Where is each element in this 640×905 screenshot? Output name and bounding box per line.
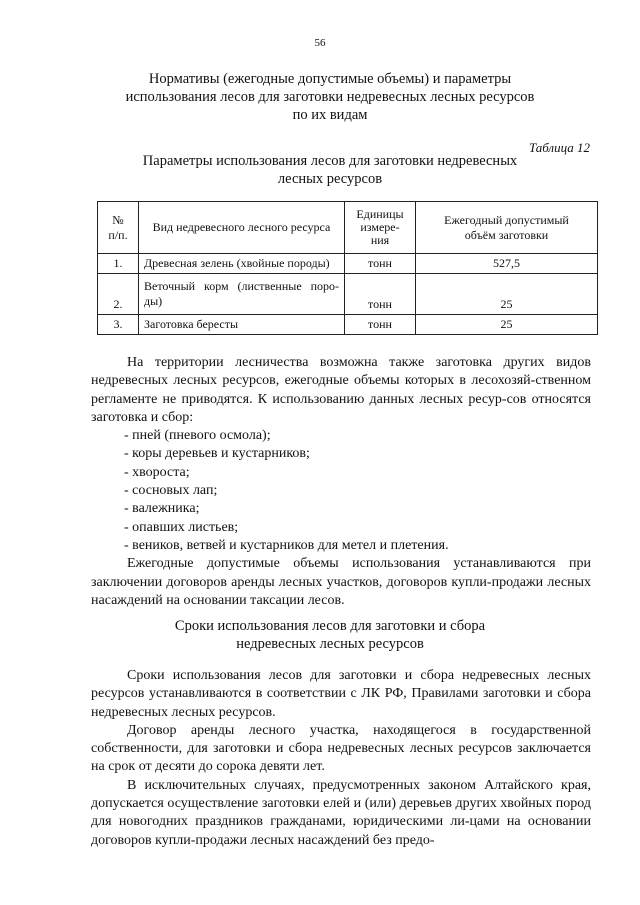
header-volume — [416, 202, 598, 254]
body-block-2 — [91, 667, 591, 850]
list-item: - коры деревьев и кустарников; — [124, 446, 310, 462]
header-type: Вид недревесного лесного ресурса — [139, 202, 345, 254]
list-item: - валежника; — [124, 501, 200, 517]
table-row — [98, 274, 598, 315]
paragraph: Сроки использования лесов для заготовки и сбора недревесных лесных ресурсов устанавливаются в соответствии с ЛК РФ, Правилами заготовки и сбора недревесных лесных ресурсов. — [91, 668, 591, 720]
header-num — [98, 202, 139, 254]
header-unit-line: ния — [370, 233, 390, 247]
section-title-line: по их видам — [292, 107, 368, 123]
header-unit — [345, 202, 416, 254]
table-header-row — [98, 202, 598, 254]
row-volume: 25 — [416, 274, 598, 315]
row-volume: 527,5 — [416, 254, 598, 274]
subsection-heading — [130, 617, 530, 653]
section-title-line: Нормативы (ежегодные допустимые объемы) и параметры — [148, 71, 512, 87]
paragraph: Ежегодные допустимые объемы использования устанавливаются при заключении договоров аренды лесных участков, договоров купли-продажи лесных насаждений на основании таксации лесов. — [91, 556, 591, 608]
table-row — [98, 315, 598, 335]
paragraph: В исключительных случаях, предусмотренных законом Алтайского края, допускается осуществление заготовки елей и (или) деревьев других хвойных пород для новогодних праздников гражданами, юридическими ли-цами на основании договоров купли-продажи лесных насаждений без предо- — [91, 777, 591, 848]
header-num-line: п/п. — [108, 227, 128, 242]
row-num: 1. — [98, 254, 139, 274]
list-item: - пней (пневого осмола); — [124, 428, 271, 444]
section-title — [110, 70, 550, 124]
row-type: Веточный корм (лиственные поро-ды) — [139, 274, 345, 315]
list-item: - веников, ветвей и кустарников для метел и плетения. — [124, 537, 449, 553]
row-num: 2. — [98, 274, 139, 315]
table-title — [130, 152, 530, 188]
header-unit-line: измере- — [360, 220, 400, 234]
header-volume-line: Ежегодный допустимый — [444, 212, 569, 227]
resource-list — [91, 427, 591, 555]
section-title-line: использования лесов для заготовки недревесных лесных ресурсов — [125, 89, 535, 105]
table-row — [98, 254, 598, 274]
row-type: Заготовка бересты — [139, 315, 345, 335]
subsection-heading-line: недревесных лесных ресурсов — [236, 636, 424, 652]
resources-table — [97, 201, 598, 335]
header-unit-line: Единицы — [356, 207, 404, 221]
row-unit: тонн — [345, 274, 416, 315]
subsection-heading-line: Сроки использования лесов для заготовки и сбора — [174, 618, 486, 634]
table-title-line: лесных ресурсов — [277, 171, 383, 187]
table-label: Таблица 12 — [528, 140, 590, 155]
paragraph: На территории лесничества возможна также заготовка других видов недревесных лесных ресурсов, ежегодные объемы которых в лесохозяй-ственном регламенте не приводятся. К использованию данных лесных ресур-сов относятся заготовка и сбор: — [91, 355, 591, 425]
header-volume-line: объём заготовки — [464, 227, 549, 242]
row-unit: тонн — [345, 254, 416, 274]
table-title-line: Параметры использования лесов для заготовки недревесных — [142, 153, 518, 169]
list-item: - хвороста; — [124, 464, 190, 480]
paragraph: Договор аренды лесного участка, находящегося в государственной собственности, для заготовки и сбора недревесных лесных ресурсов заключается на срок от десяти до сорока девяти лет. — [91, 722, 591, 775]
list-item: - опавших листьев; — [124, 519, 239, 535]
header-num-line: № — [112, 212, 124, 227]
list-item: - сосновых лап; — [124, 483, 218, 499]
body-block-1 — [91, 354, 591, 610]
page-number: 56 — [314, 37, 326, 49]
row-volume: 25 — [416, 315, 598, 335]
row-num: 3. — [98, 315, 139, 335]
row-type: Древесная зелень (хвойные породы) — [139, 254, 345, 274]
row-unit: тонн — [345, 315, 416, 335]
